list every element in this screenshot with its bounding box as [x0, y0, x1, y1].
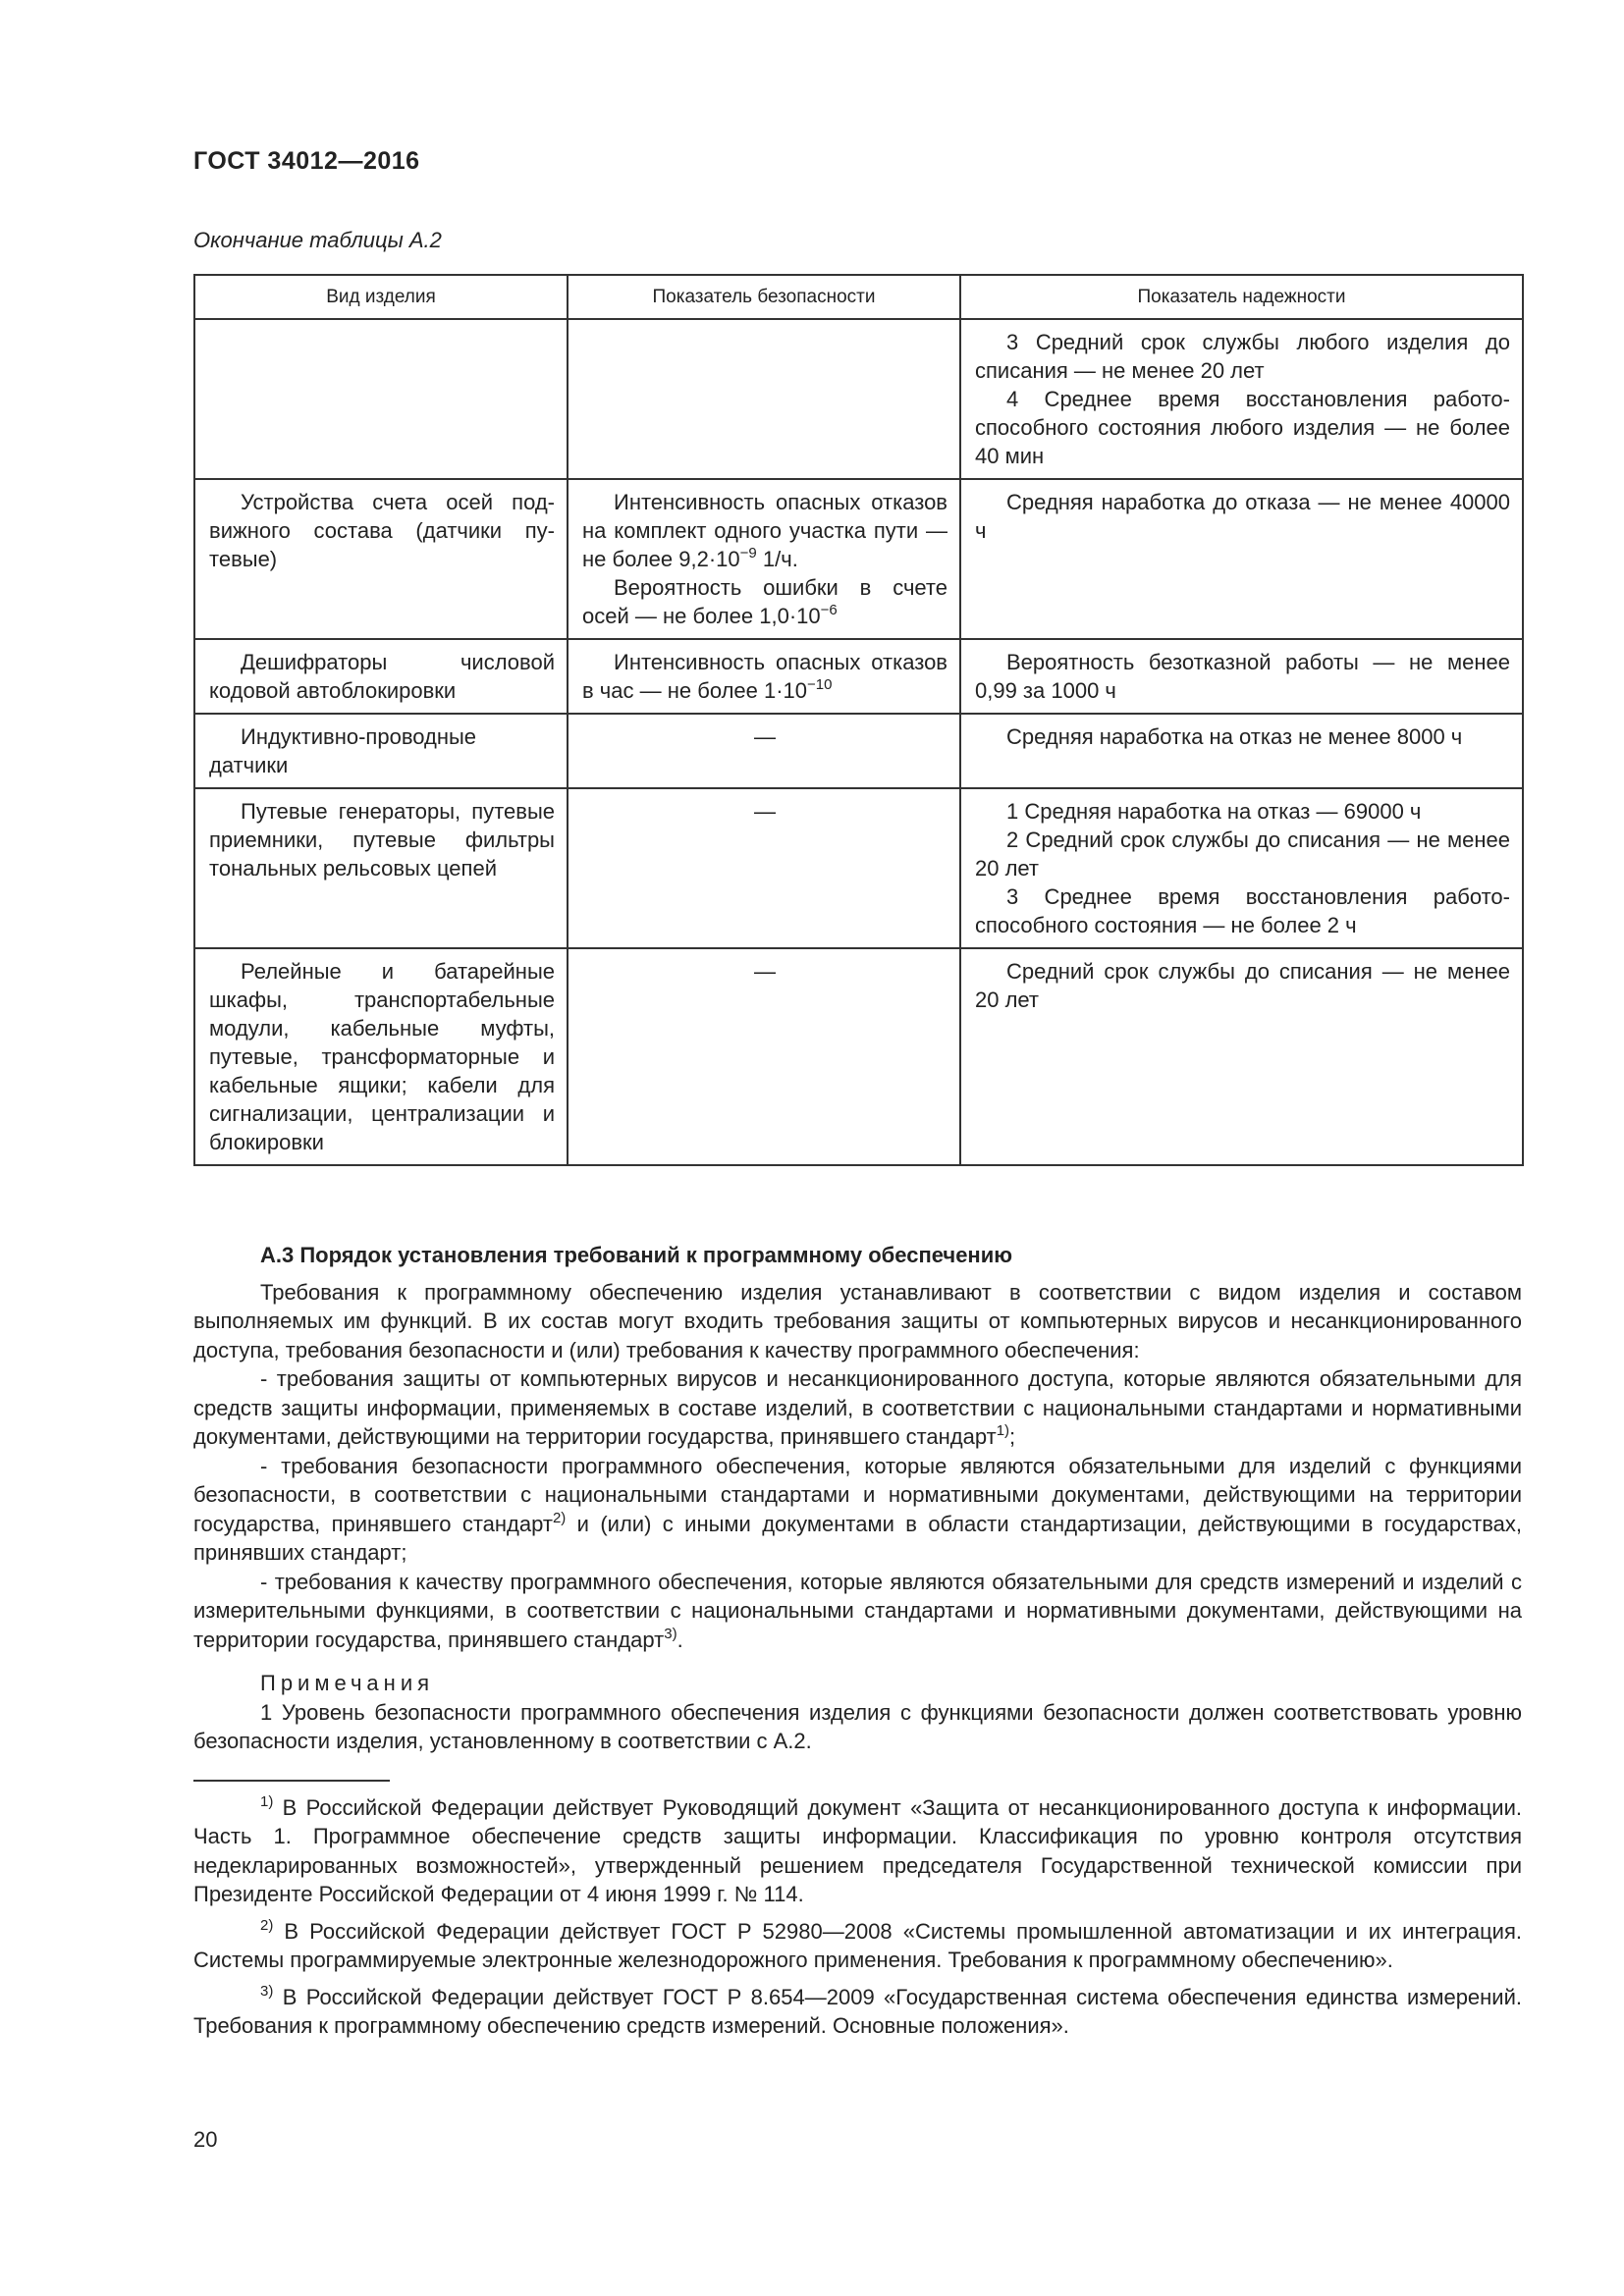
- column-header: Вид изделия: [194, 275, 568, 319]
- reliability-item: 3 Средний срок службы любого изделия до списания — не менее 20 лет: [975, 330, 1510, 383]
- footnote: $^{2)}$ В Российской Федерации действует ГОСТ Р 52980—2008 «Системы промышленной автоматизации и их интеграция. Системы программируемые электронные железнодорожного применения. Требования к программному обеспечению».: [193, 1916, 1522, 1972]
- paragraph: Требования к программному обеспечению изделия устанавливают в соответствии с видом изделия и составом выполняемых им функций. В их состав могут входить требования защиты от компьютерных вирусов и несанкционированного доступа, требования безопасности и (или) требования к качеству программного обеспечения:: [193, 1279, 1522, 1362]
- reliability-cell: [960, 948, 1523, 1165]
- table-caption: Окончание таблицы А.2: [193, 228, 442, 252]
- section-title: А.3 Порядок установления требований к программному обеспечению: [260, 1243, 1013, 1267]
- table-row: [194, 479, 1523, 639]
- reliability-cell: [960, 639, 1523, 714]
- column-header: Показатель безопасности: [568, 275, 960, 319]
- footnote: $^{3)}$ В Российской Федерации действует ГОСТ Р 8.654—2009 «Государственная система обеспечения единства измерений. Требования к программному обеспечению средств измерений. Основные положения».: [193, 1982, 1522, 2038]
- footnote-divider: [193, 1780, 390, 1782]
- software-requirements-section: [193, 1241, 1522, 2049]
- paragraph: - требования к качеству программного обеспечения, которые являются обязательными для средств измерений и изделий с измерительными функциями, в соответствии с национальными стандартами и нормативными документами, действующими на территории государства, принявшего стандарт$^{3)}$.: [193, 1569, 1522, 1652]
- safety-item: Интенсивность опасных отказов на комплект одного участка пути — не более $9,2\cdot 10^{-9}$ 1/ч.: [582, 490, 947, 571]
- table-row: [194, 639, 1523, 714]
- reliability-item: 2 Средний срок службы до списания — не менее 20 лет: [975, 828, 1510, 881]
- product-cell: [194, 479, 568, 639]
- table-row: [194, 319, 1523, 479]
- footnote-ref[interactable]: 3): [664, 1625, 677, 1642]
- reliability-item: 3 Среднее время восстановления работоспособного состояния — не более 2 ч: [975, 884, 1510, 937]
- safety-cell: [568, 714, 960, 788]
- reliability-cell: [960, 479, 1523, 639]
- safety-cell: [568, 639, 960, 714]
- product-name: Путевые генераторы, путевые приемники, путевые фильтры тональных рельсовых цепей: [209, 799, 555, 881]
- reliability-cell: [960, 788, 1523, 948]
- note: 1 Уровень безопасности программного обеспечения изделия с функциями безопасности должен соответствовать уровню безопасности изделия, установленному в соответствии с А.2.: [193, 1699, 1522, 1753]
- safety-dash: —: [754, 799, 776, 824]
- reliability-item: Средняя наработка до отказа — не менее 40000 ч: [975, 490, 1510, 543]
- reliability-item: 1 Средняя наработка на отказ — 69000 ч: [1006, 799, 1422, 824]
- safety-dash: —: [754, 959, 776, 984]
- safety-cell: [568, 788, 960, 948]
- product-name: Дешифраторы числовой кодовой автоблокировки: [209, 650, 555, 703]
- notes-title: Примечания: [260, 1671, 435, 1695]
- safety-cell: [568, 948, 960, 1165]
- product-name: Устройства счета осей подвижного состава (датчики путевые): [209, 490, 555, 571]
- reliability-item: Вероятность безотказной работы — не менее 0,99 за 1000 ч: [975, 650, 1510, 703]
- footnote: $^{1)}$ В Российской Федерации действует Руководящий документ «Защита от несанкционированного доступа к информации. Часть 1. Программное обеспечение средств защиты информации. Классификация по уровню контроля отсутствия недекларированных возможностей», утвержденный решением председателя Государственной технической комиссии при Президенте Российской Федерации от 4 июня 1999 г. № 114.: [193, 1792, 1522, 1906]
- safety-item: Интенсивность опасных отказов в час — не более $1\cdot 10^{-10}$: [582, 650, 947, 703]
- reliability-item: 4 Среднее время восстановления работоспособного состояния любого изделия — не более 40 мин: [975, 387, 1510, 468]
- product-cell: [194, 319, 568, 479]
- safety-cell: [568, 479, 960, 639]
- paragraph: - требования защиты от компьютерных вирусов и несанкционированного доступа, которые являются обязательными для средств защиты информации, применяемых в составе изделий, в соответствии с национальными стандартами и нормативными документами, действующими на территории государства, принявшего стандарт$^{1)}$;: [193, 1366, 1522, 1449]
- products-table: [193, 274, 1524, 1166]
- product-name: Релейные и батарейные шкафы, транспортабельные модули, кабельные муфты, путевые, трансформаторные и кабельные ящики; кабели для сигнализации, централизации и блокировки: [209, 959, 555, 1154]
- page-number: 20: [193, 2127, 218, 2152]
- paragraph: - требования безопасности программного обеспечения, которые являются обязательными для изделий с функциями безопасности, в соответствии с национальными стандартами и нормативными документами, действующими на территории государства, принявшего стандарт$^{2)}$ и (или) с иными документами в области стандартизации, действующими в государствах, принявших стандарт;: [193, 1453, 1522, 1565]
- reliability-cell: [960, 714, 1523, 788]
- footnote-ref[interactable]: 1): [996, 1422, 1010, 1439]
- table-header-row: [194, 275, 1523, 319]
- product-cell: [194, 948, 568, 1165]
- table-row: [194, 788, 1523, 948]
- reliability-item: Средняя наработка на отказ не менее 8000 ч: [1006, 724, 1463, 749]
- product-cell: [194, 788, 568, 948]
- safety-dash: —: [754, 724, 776, 749]
- safety-cell: [568, 319, 960, 479]
- reliability-cell: [960, 319, 1523, 479]
- column-header: Показатель надежности: [960, 275, 1523, 319]
- table-row: [194, 948, 1523, 1165]
- product-name: Индуктивно-проводные датчики: [209, 724, 477, 777]
- reliability-item: Средний срок службы до списания — не менее 20 лет: [975, 959, 1510, 1012]
- safety-item: Вероятность ошибки в счете осей — не более $1,0\cdot 10^{-6}$: [582, 575, 947, 628]
- table-row: [194, 714, 1523, 788]
- product-cell: [194, 714, 568, 788]
- footnote-ref[interactable]: 2): [552, 1509, 567, 1526]
- document-code: ГОСТ 34012—2016: [193, 147, 420, 175]
- product-cell: [194, 639, 568, 714]
